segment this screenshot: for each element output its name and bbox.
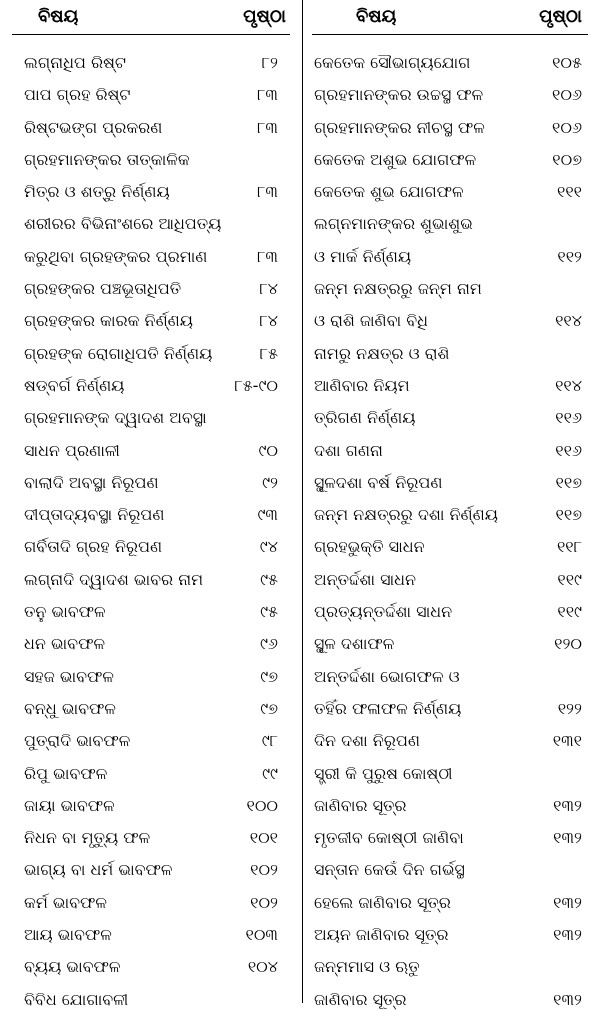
entry-title: ଗ୍ରହଭୁକ୍ତି ସାଧନ [314, 537, 425, 557]
contents-entry [24, 81, 290, 113]
contents-entry [24, 824, 290, 856]
entry-page-number: ୧୦୧ [249, 828, 278, 848]
entry-title: ଜାଣିବାର ସୂତ୍ର [314, 989, 407, 1009]
contents-entry [24, 146, 290, 178]
entry-title: ହେଲେ ଜାଣିବାର ସୂତ୍ର [314, 892, 451, 912]
contents-entry [24, 49, 290, 81]
entry-title: ବାଲାଦି ଅବସ୍ଥା ନିରୂପଣ [24, 472, 159, 492]
contents-entry [24, 630, 290, 662]
contents-entry [314, 630, 582, 662]
entry-page-number: ୧୧୭ [555, 472, 582, 492]
entry-title: ତହିଁର ଫଳାଫଳ ନିର୍ଣ୍ଣୟ [314, 698, 462, 718]
entry-page-number: ୧୧୧ [556, 182, 582, 202]
entry-title: ଓ ରାଶି ଜାଣିବା ବିଧି [314, 311, 429, 331]
entry-page-number: ୮୫-୯୦ [234, 375, 278, 395]
contents-entry [24, 307, 290, 339]
entry-page-number: ୧୧୪ [555, 375, 582, 395]
contents-list-left [24, 49, 290, 1018]
entry-page-number: ୧୩୨ [553, 925, 582, 945]
contents-entry [24, 953, 290, 985]
contents-entry [24, 340, 290, 372]
contents-entry [314, 372, 582, 404]
entry-page-number: ୯୨ [262, 472, 278, 492]
contents-entry [24, 598, 290, 630]
entry-page-number: ୧୦୩ [245, 925, 278, 945]
contents-entry [24, 114, 290, 146]
entry-title: ଗ୍ରହଙ୍କ ରୋଗାଧିପତି ନିର୍ଣ୍ଣୟ [24, 343, 213, 363]
contents-entry [314, 566, 582, 598]
contents-entry [24, 792, 290, 824]
entry-page-number: ୧୦୫ [552, 53, 582, 72]
contents-column-right [314, 0, 582, 1009]
entry-title: ସ୍ତ୍ରୀ କି ପୁରୁଷ କୋଷ୍ଠୀ [314, 763, 453, 783]
entry-title: ଓ ମାର୍କ ନିର୍ଣ୍ଣୟ [314, 246, 412, 266]
contents-entry [24, 760, 290, 792]
contents-entry [314, 533, 582, 565]
entry-title: ଲଗ୍ନାଦି ଦ୍ୱାଦଶ ଭାବର ନାମ [24, 569, 204, 589]
column-header-right [314, 0, 582, 40]
entry-title: ଷଡ୍‌ବର୍ଗ ନିର୍ଣ୍ଣୟ [24, 375, 125, 395]
entry-title: ଆୟ ଭାବଫଳ [24, 925, 112, 945]
entry-title: ଧନ ଭାବଫଳ [24, 634, 106, 654]
contents-entry [314, 469, 582, 501]
contents-entry [24, 856, 290, 888]
entry-title: ରିଷ୍ଟଭଙ୍ଗ ପ୍ରକରଣ [24, 117, 163, 137]
entry-title: ଶରୀରର ବିଭିନାଂଶରେ ଆଧିପତ୍ୟ [24, 214, 222, 234]
entry-page-number: ୧୧୭ [555, 505, 582, 525]
entry-title: ଆଣିବାର ନିୟମ [314, 375, 410, 395]
entry-page-number: ୧୧୬ [555, 440, 582, 460]
entry-page-number: ୧୩୨ [553, 828, 582, 848]
entry-page-number: ୮୩ [257, 85, 278, 105]
entry-title: ଅୟନ ଜାଣିବାର ସୂତ୍ର [314, 925, 449, 945]
entry-title: ଗ୍ରହଙ୍କର କାରକ ନିର୍ଣ୍ଣୟ [24, 311, 193, 331]
contents-entry [314, 437, 582, 469]
entry-page-number: ୮୨ [261, 53, 278, 72]
contents-entry [24, 210, 290, 242]
entry-page-number: ୧୦୭ [552, 149, 582, 169]
entry-title: ମୃତଜୀବ କୋଷ୍ଠୀ ଜାଣିବା [314, 828, 464, 848]
entry-title: ଗ୍ରହମାନଙ୍କର ତାତ୍କାଳିକ [24, 149, 190, 169]
contents-entry [24, 727, 290, 759]
entry-title: ଜାଣିବାର ସୂତ୍ର [314, 795, 407, 815]
entry-page-number: ୧୦୦ [246, 795, 278, 815]
entry-title: ଦିନ ଦଶା ନିରୂପଣ [314, 731, 420, 751]
entry-title: ପାପ ଗ୍ରହ ରିଷ୍ଟ [24, 85, 131, 105]
entry-page-number: ୯୫ [260, 602, 278, 622]
entry-title: ସନ୍ତାନ କେଉଁ ଦିନ ଗର୍ଭସ୍ଥ [314, 860, 465, 880]
contents-entry [314, 114, 582, 146]
contents-entry [24, 566, 290, 598]
contents-entry [314, 275, 582, 307]
contents-entry [314, 307, 582, 339]
entry-page-number: ୧୧୬ [555, 408, 582, 428]
entry-title: ଅନ୍ତର୍ଦ୍ଦଶା ଭୋଗଫଳ ଓ [314, 666, 460, 686]
contents-entry [314, 340, 582, 372]
contents-entry [314, 210, 582, 242]
entry-page-number: ୧୦୬ [552, 117, 582, 137]
contents-entry [314, 760, 582, 792]
contents-entry [24, 178, 290, 210]
entry-page-number: ୯୦ [258, 440, 278, 460]
entry-page-number: ୮୪ [259, 311, 278, 331]
entry-title: ଗ୍ରହମାନଙ୍କ ଦ୍ୱାଦଶ ଅବସ୍ଥା [24, 408, 207, 428]
entry-title: ନିଧନ ବା ମୃତ୍ୟୁ ଫଳ [24, 828, 151, 848]
contents-entry [24, 695, 290, 727]
entry-title: ବନ୍ଧୁ ଭାବଫଳ [24, 698, 116, 718]
entry-title: ଜନ୍ମମାସ ଓ ଋତୁ [314, 957, 420, 977]
contents-entry [314, 663, 582, 695]
entry-title: ଜନ୍ମ ନକ୍ଷତ୍ରରୁ ଜନ୍ମ ନାମ [314, 279, 482, 299]
entry-page-number: ୮୩ [257, 246, 278, 266]
entry-title: ଜାୟା ଭାବଫଳ [24, 795, 115, 815]
contents-entry [314, 178, 582, 210]
contents-entry [314, 792, 582, 824]
entry-title: କର୍ମ ଭାବଫଳ [24, 892, 107, 912]
entry-title: କରୁଥିବା ଗ୍ରହଙ୍କର ପ୍ରମାଣ [24, 246, 208, 266]
entry-page-number: ୯୯ [262, 763, 278, 783]
contents-entry [314, 81, 582, 113]
entry-title: ପ୍ରତ୍ୟନ୍ତର୍ଦ୍ଦଶା ସାଧନ [314, 602, 453, 622]
entry-page-number: ୧୨୨ [557, 698, 582, 718]
contents-entry [314, 404, 582, 436]
entry-page-number: ୧୩୨ [553, 795, 582, 815]
entry-title: ସ୍ଥୂଳ ଦଶାଫଳ [314, 634, 395, 654]
entry-page-number: ୧୧୨ [557, 246, 582, 266]
entry-title: ଦୀପ୍ତାଦ୍ୟବସ୍ଥା ନିରୂପଣ [24, 505, 165, 525]
entry-page-number: ୧୦୪ [247, 957, 278, 977]
entry-title: ମିତ୍ର ଓ ଶତ୍ରୁ ନିର୍ଣ୍ଣୟ [24, 182, 170, 202]
entry-page-number: ୧୧୮ [556, 537, 582, 557]
contents-entry [24, 372, 290, 404]
contents-list-right [314, 49, 582, 1018]
entry-title: ଅନ୍ତର୍ଦ୍ଦଶା ସାଧନ [314, 569, 417, 589]
entry-title: ଗ୍ରହଙ୍କର ପଞ୍ଚଭୂତାଧିପତି [24, 279, 182, 299]
subject-heading: ବିଷୟ [38, 6, 79, 27]
entry-title: ଜନ୍ମ ନକ୍ଷତ୍ରରୁ ଦଶା ନିର୍ଣ୍ଣୟ [314, 505, 498, 525]
entry-title: ତ୍ରିଗଣ ନିର୍ଣ୍ଣୟ [314, 408, 416, 428]
entry-page-number: ୧୦୨ [250, 860, 278, 880]
entry-title: ଲଗ୍ନମାନଙ୍କର ଶୁଭାଶୁଭ [314, 214, 473, 234]
entry-page-number: ୧୩୨ [553, 989, 582, 1009]
entry-page-number: ୯୬ [259, 634, 278, 654]
entry-page-number: ୮୪ [259, 279, 278, 299]
contents-entry [24, 533, 290, 565]
contents-entry [24, 437, 290, 469]
contents-entry [314, 146, 582, 178]
entry-title: ସ୍ଥୂଳଦଶା ବର୍ଷ ନିରୂପଣ [314, 472, 443, 492]
entry-page-number: ୯୮ [261, 731, 278, 751]
contents-entry [314, 921, 582, 953]
page-heading: ପୃଷ୍ଠା [539, 6, 582, 27]
entry-title: ଭାଗ୍ୟ ବା ଧର୍ମ ଭାବଫଳ [24, 860, 173, 880]
contents-entry [314, 953, 582, 985]
contents-entry [24, 404, 290, 436]
contents-entry [314, 986, 582, 1018]
subject-heading: ବିଷୟ [356, 6, 397, 27]
contents-entry [24, 986, 290, 1018]
contents-entry [24, 663, 290, 695]
contents-entry [314, 889, 582, 921]
entry-page-number: ୧୧୯ [557, 602, 582, 622]
entry-page-number: ୮୩ [257, 117, 278, 137]
entry-page-number: ୧୩୧ [552, 731, 582, 751]
contents-entry [314, 501, 582, 533]
entry-title: ବିବିଧ ଯୋଗାବଳୀ [24, 989, 129, 1009]
contents-entry [24, 275, 290, 307]
entry-page-number: ୧୨୦ [554, 634, 582, 654]
contents-entry [314, 695, 582, 727]
contents-entry [314, 824, 582, 856]
entry-page-number: ୯୪ [259, 537, 278, 557]
entry-title: କେତେକ ସୌଭାଗ୍ୟଯୋଗ [314, 53, 471, 72]
header-rule-left [12, 34, 290, 35]
entry-title: ସାଧନ ପ୍ରଣାଳୀ [24, 440, 120, 460]
entry-page-number: ୯୭ [260, 666, 278, 686]
entry-title: ଗ୍ରହମାନଙ୍କର ଉଚ୍ଚସ୍ଥ ଫଳ [314, 85, 484, 105]
entry-title: ରିପୁ ଭାବଫଳ [24, 763, 108, 783]
contents-entry [314, 49, 582, 81]
contents-entry [24, 921, 290, 953]
contents-entry [314, 598, 582, 630]
entry-page-number: ୯୫ [260, 569, 278, 589]
entry-page-number: ୮୫ [259, 343, 278, 363]
entry-title: ପୁତ୍ରାଦି ଭାବଫଳ [24, 731, 131, 751]
contents-entry [24, 469, 290, 501]
entry-title: ଦଶା ଗଣନା [314, 440, 383, 460]
entry-page-number: ୧୩୨ [553, 892, 582, 912]
entry-page-number: ୧୧୪ [555, 311, 582, 331]
entry-title: ନାମରୁ ନକ୍ଷତ୍ର ଓ ରାଶି [314, 343, 450, 363]
contents-entry [314, 856, 582, 888]
entry-page-number: ୧୦୬ [552, 85, 582, 105]
contents-entry [24, 501, 290, 533]
contents-entry [24, 243, 290, 275]
entry-page-number: ୯୩ [257, 505, 278, 525]
entry-title: ଗ୍ରହମାନଙ୍କର ନୀଚସ୍ଥ ଫଳ [314, 117, 485, 137]
entry-page-number: ୧୧୯ [557, 569, 582, 589]
entry-title: କେତେକ ଅଶୁଭ ଯୋଗଫଳ [314, 149, 477, 169]
contents-entry [314, 727, 582, 759]
entry-title: ଗର୍ବିତାଦି ଗ୍ରହ ନିରୂପଣ [24, 537, 163, 557]
entry-page-number: ୯୭ [260, 698, 278, 718]
column-divider [302, 0, 303, 1003]
entry-title: ବ୍ୟୟ ଭାବଫଳ [24, 957, 121, 977]
contents-entry [314, 243, 582, 275]
entry-title: ସହଜ ଭାବଫଳ [24, 666, 114, 686]
entry-title: ତନୁ ଭାବଫଳ [24, 602, 106, 622]
entry-title: କେତେକ ଶୁଭ ଯୋଗଫଳ [314, 182, 464, 202]
entry-page-number: ୧୦୨ [250, 892, 278, 912]
entry-title: ଲଗ୍ନାଧିପ ରିଷ୍ଟ [24, 53, 126, 72]
entry-page-number: ୮୩ [257, 182, 278, 202]
contents-entry [24, 889, 290, 921]
page-heading: ପୃଷ୍ଠା [243, 6, 286, 27]
